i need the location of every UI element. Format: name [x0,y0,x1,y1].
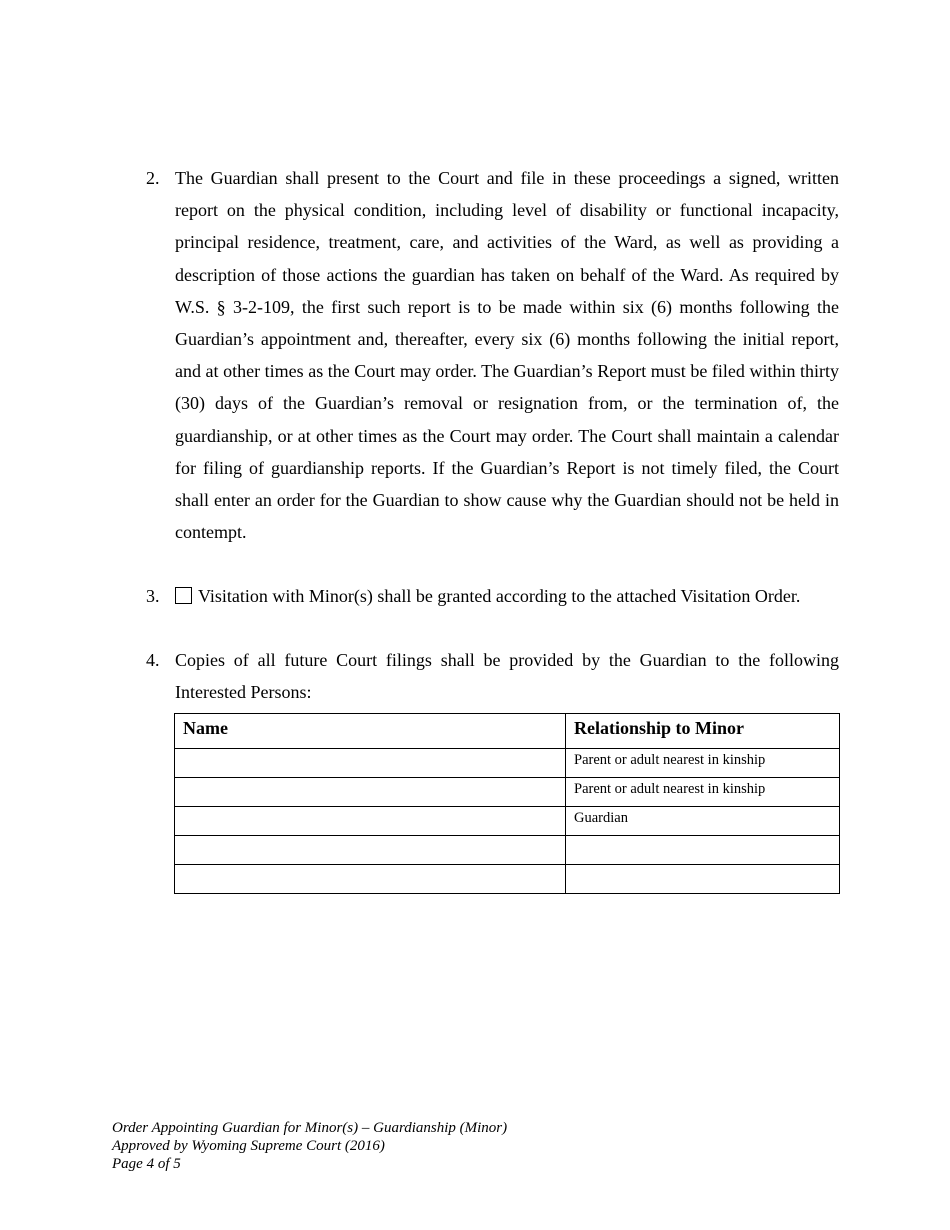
relationship-cell[interactable] [566,836,840,865]
paragraph-3-body [175,580,839,612]
paragraph-4-number: 4. [146,650,160,670]
footer-form-title: Order Appointing Guardian for Minor(s) – Guardianship (Minor) [112,1120,508,1136]
footer-approval: Approved by Wyoming Supreme Court (2016) [112,1138,385,1154]
name-cell[interactable] [175,807,566,836]
paragraph-2 [146,162,839,548]
table-row [175,749,840,778]
relationship-cell[interactable] [566,865,840,894]
interested-persons-table [174,713,840,894]
table-row [175,865,840,894]
paragraph-3 [146,580,839,612]
column-header-name: Name [175,714,566,749]
relationship-cell: Parent or adult nearest in kinship [566,749,840,778]
name-cell[interactable] [175,778,566,807]
paragraph-4-text: Copies of all future Court filings shall be provided by the Guardian to the following Interested Persons: [175,650,839,703]
name-cell[interactable] [175,865,566,894]
paragraph-2-text: The Guardian shall present to the Court and file in these proceedings a signed, written report on the physical condition, including level of disability or functional incapacity, principal residence, treatment, care, and activities of the Ward, as well as providing a description of those actions the guardian has taken on behalf of the Ward. As required by W.S. § 3-2-109, the first such report is to be made within six (6) months following the Guardian’s appointment and, thereafter, every six (6) months following the initial report, and at other times as the Court may order. The Guardian’s Report must be filed within thirty (30) days of the Guardian’s removal or resignation from, or the termination of, the guardianship, or at other times as the Court may order. The Court shall maintain a calendar for filing of guardianship reports. If the Guardian’s Report is not timely filed, the Court shall enter an order for the Guardian to show cause why the Guardian should not be held in contempt. [175,168,839,543]
relationship-cell: Guardian [566,807,840,836]
table-header-row [175,714,840,749]
paragraph-4 [146,644,839,708]
column-header-relationship: Relationship to Minor [566,714,840,749]
page-footer [112,1119,507,1173]
relationship-cell: Parent or adult nearest in kinship [566,778,840,807]
table-row [175,807,840,836]
name-cell[interactable] [175,836,566,865]
footer-page-number: Page 4 of 5 [112,1156,181,1172]
paragraph-2-number: 2. [146,168,160,188]
visitation-checkbox[interactable] [175,587,192,604]
table-row [175,836,840,865]
paragraph-3-number: 3. [146,586,160,606]
name-cell[interactable] [175,749,566,778]
paragraph-3-text: Visitation with Minor(s) shall be granted according to the attached Visitation Order. [198,586,801,606]
table-row [175,778,840,807]
